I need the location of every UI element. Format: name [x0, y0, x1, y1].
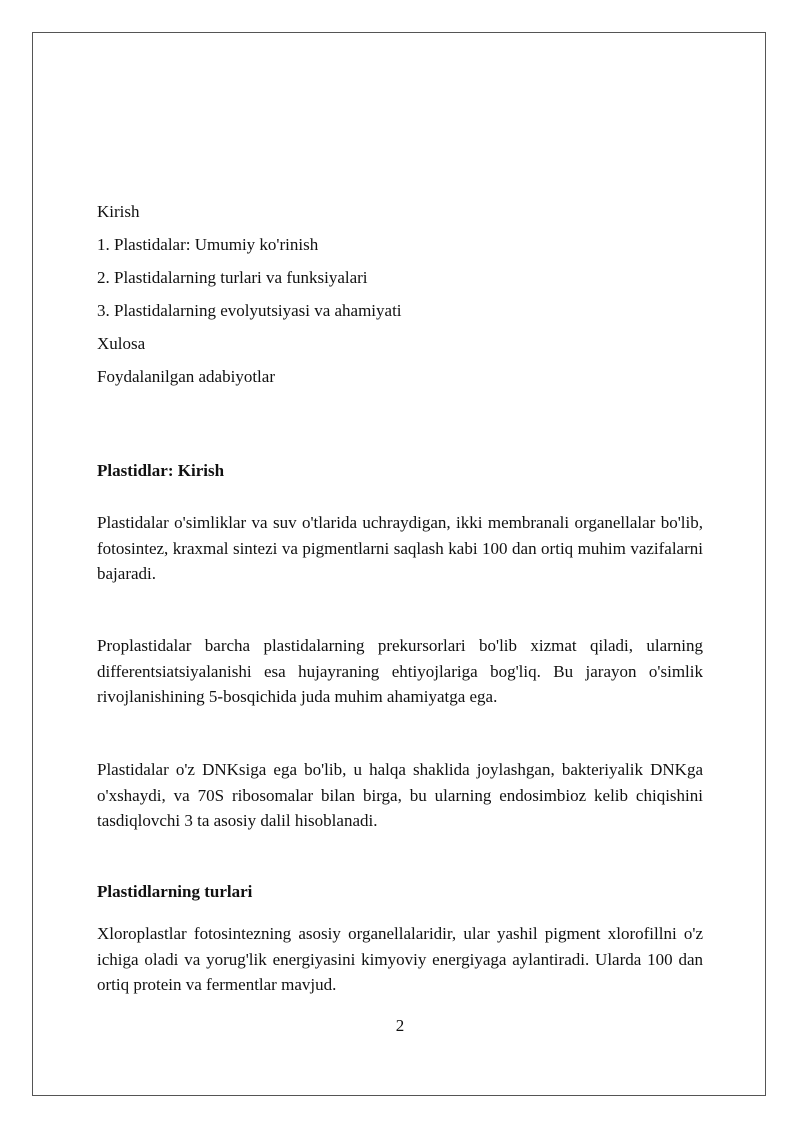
toc-item-intro[interactable]: Kirish: [97, 202, 140, 221]
toc-item-chapter-2[interactable]: 2. Plastidalarning turlari va funksiyalari: [97, 268, 368, 287]
toc-item-chapter-3[interactable]: 3. Plastidalarning evolyutsiyasi va ahamiyati: [97, 301, 402, 320]
toc-item-chapter-1[interactable]: 1. Plastidalar: Umumiy ko'rinish: [97, 235, 319, 254]
page-number: 2: [395, 1016, 405, 1035]
paragraph-plastid-dna: Plastidalar o'z DNKsiga ega bo'lib, u halqa shaklida joylashgan, bakteriyalik DNKga o'xshaydi, va 70S ribosomalar bilan birga, bu ularning endosimbioz kelib chiqishini tasdiqlovchi 3 ta asosiy dalil hisoblanadi.: [97, 760, 703, 830]
toc-item-conclusion[interactable]: Xulosa: [97, 334, 146, 353]
paragraph-chloroplasts: Xloroplastlar fotosintezning asosiy organellalaridir, ular yashil pigment xlorofillni o'z ichiga oladi va yorug'lik energiyasini kimyoviy energiyaga aylantiradi. Ularda 100 dan ortiq protein va fermentlar mavjud.: [97, 924, 703, 994]
section-heading-intro: Plastidlar: Kirish: [97, 461, 225, 480]
section-heading-types: Plastidlarning turlari: [97, 882, 253, 901]
paragraph-plastid-overview: Plastidalar o'simliklar va suv o'tlarida uchraydigan, ikki membranali organellalar bo'lib, fotosintez, kraxmal sintezi va pigmentlarni saqlash kabi 100 dan ortiq muhim vazifalarni bajaradi.: [97, 513, 703, 583]
paragraph-proplastids: Proplastidalar barcha plastidalarning prekursorlari bo'lib xizmat qiladi, ularning differentsiatsiyalanishi esa hujayraning ehtiyojlariga bog'liq. Bu jarayon o'simlik rivojlanishining 5-bosqichida juda muhim ahamiyatga ega.: [97, 636, 703, 706]
toc-item-references[interactable]: Foydalanilgan adabiyotlar: [97, 367, 275, 386]
table-of-contents: [97, 201, 703, 399]
